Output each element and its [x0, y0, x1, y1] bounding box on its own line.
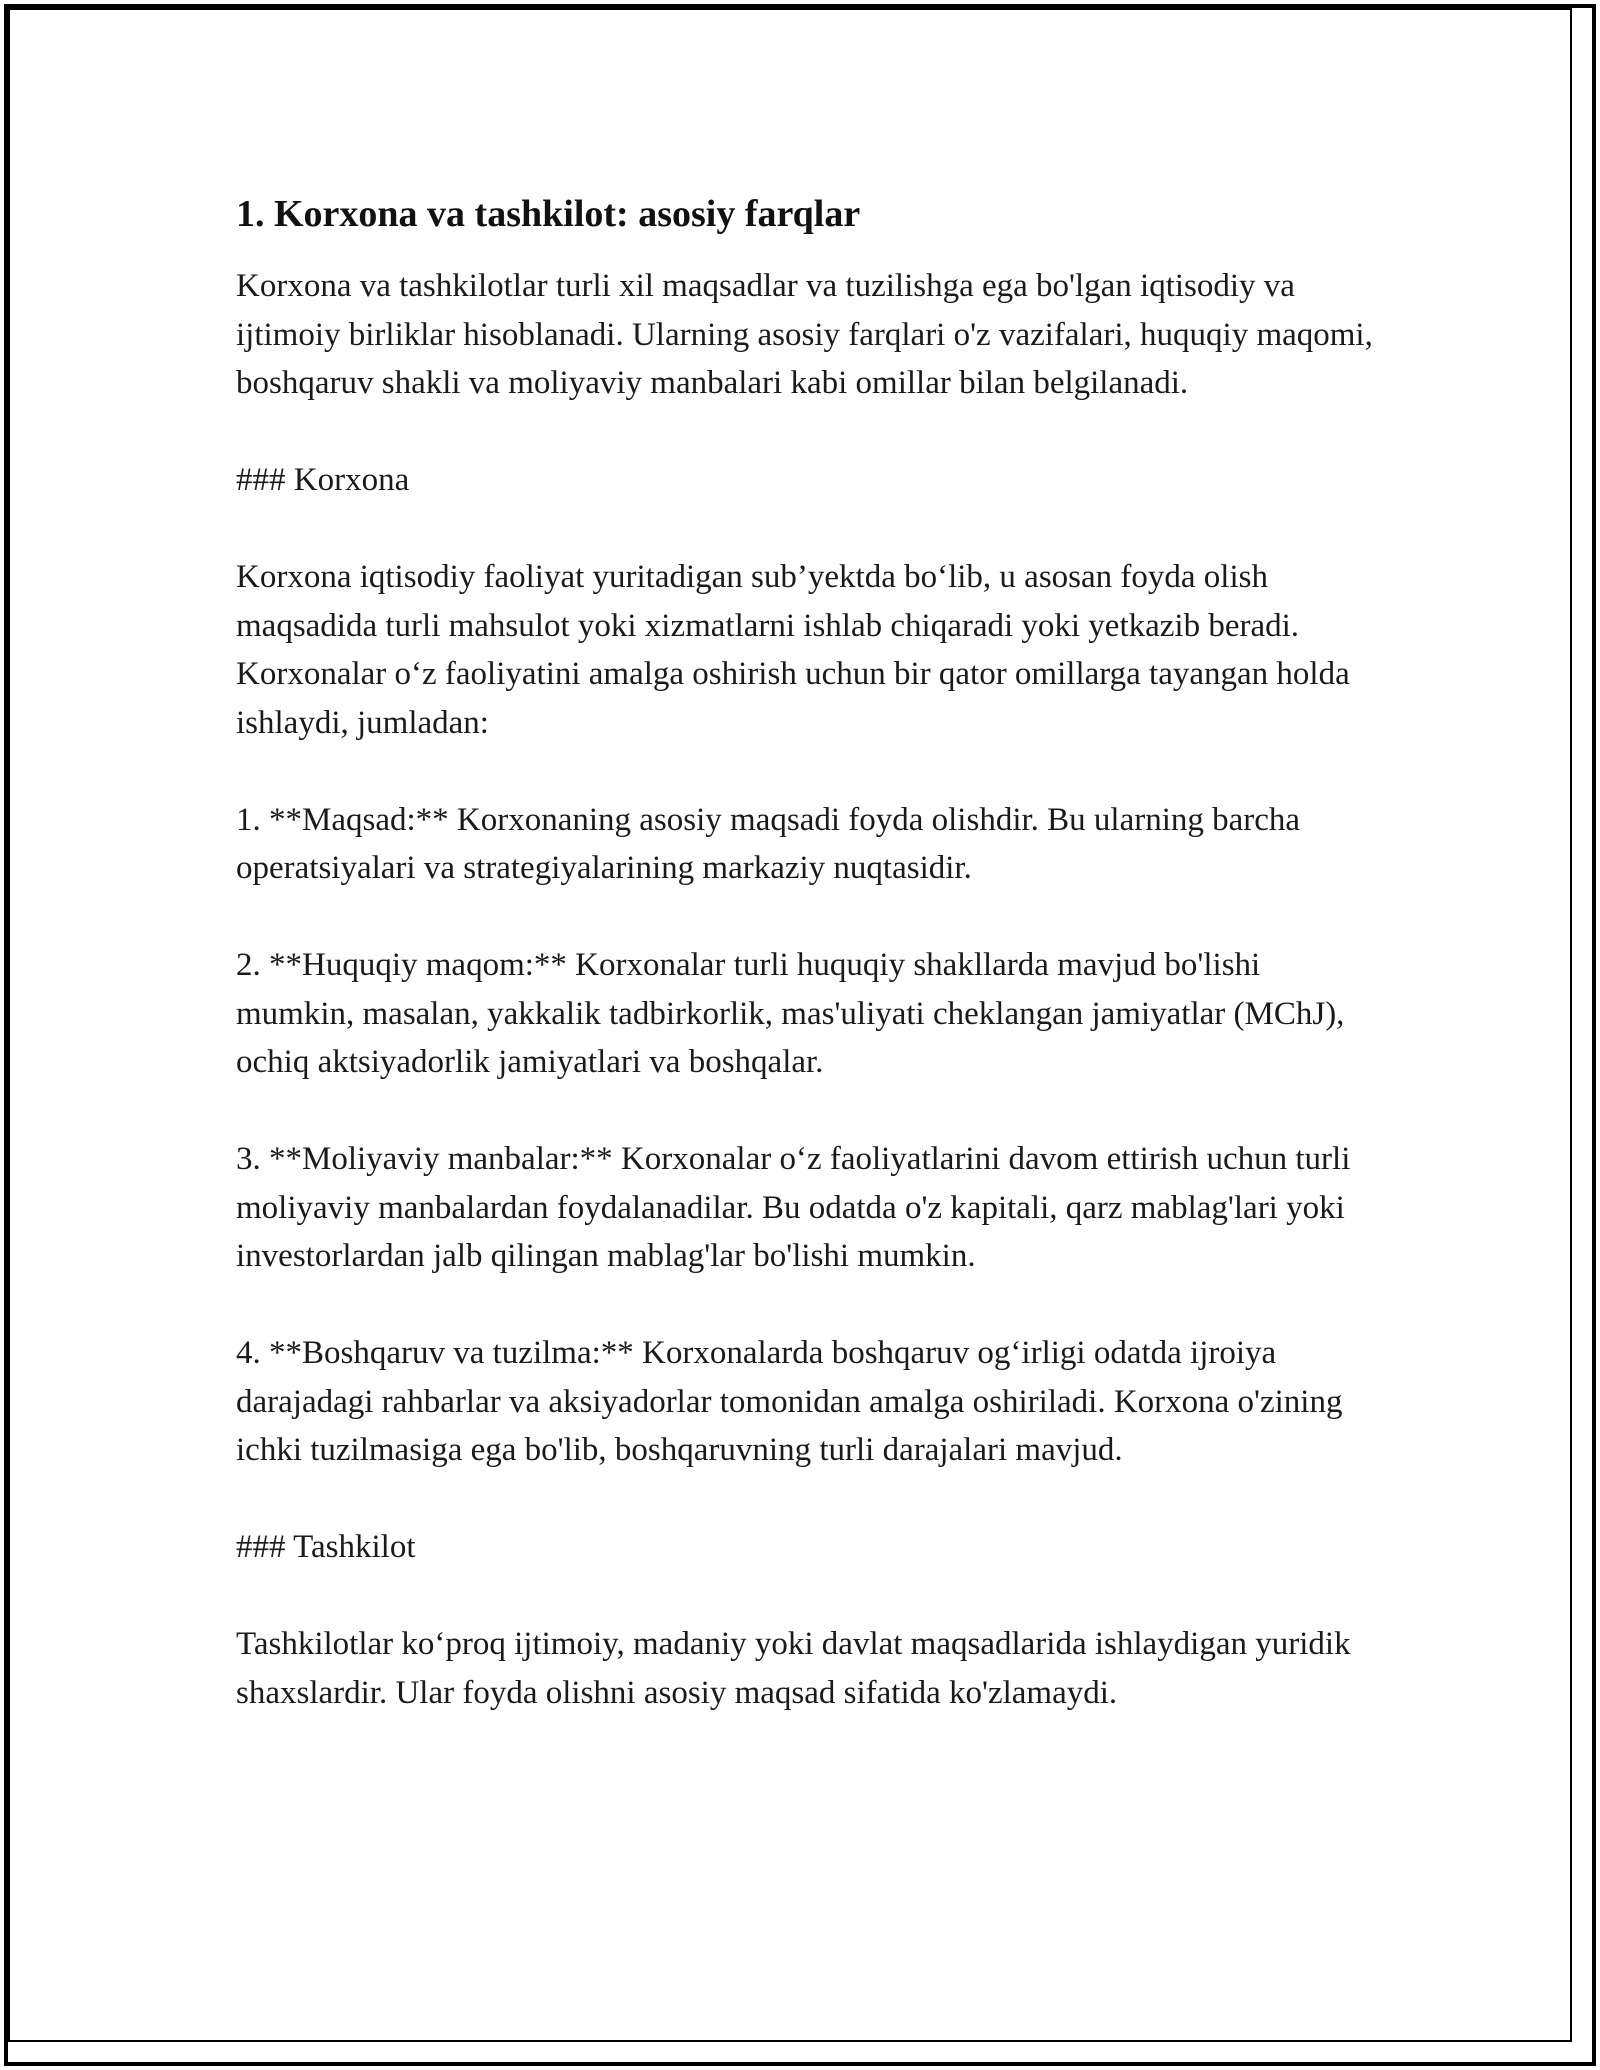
section-heading-tashkilot: ### Tashkilot: [236, 1529, 416, 1565]
tashkilot-paragraph: Tashkilotlar ko‘proq ijtimoiy, madaniy yoki davlat maqsadlarida ishlaydigan yuridik shaxslardir. Ular foyda olishni asosiy maqsad sifatida ko'zlamaydi.: [236, 1626, 1351, 1711]
list-item-moliyaviy-manbalar: 3. **Moliyaviy manbalar:** Korxonalar o‘z faoliyatlarini davom ettirish uchun turli moliyaviy manbalardan foydalanadilar. Bu odatda o'z kapitali, qarz mablag'lari yoki investorlardan jalb qilingan mablag'lar bo'lishi mumkin.: [236, 1141, 1351, 1274]
list-item-huquqiy-maqom: 2. **Huquqiy maqom:** Korxonalar turli huquqiy shakllarda mavjud bo'lishi mumkin, masalan, yakkalik tadbirkorlik, mas'uliyati cheklangan jamiyatlar (MChJ), ochiq aktsiyadorlik jamiyatlari va boshqalar.: [236, 947, 1345, 1080]
intro-paragraph: Korxona va tashkilotlar turli xil maqsadlar va tuzilishga ega bo'lgan iqtisodiy va ijtimoiy birliklar hisoblanadi. Ularning asosiy farqlari o'z vazifalari, huquqiy maqomi, boshqaruv shakli va moliyaviy manbalari kabi omillar bilan belgilanadi.: [236, 268, 1373, 401]
list-item-maqsad: 1. **Maqsad:** Korxonaning asosiy maqsadi foyda olishdir. Bu ularning barcha operatsiyalari va strategiyalarining markaziy nuqtasidir.: [236, 801, 1301, 886]
korxona-paragraph: Korxona iqtisodiy faoliyat yuritadigan sub’yektda bo‘lib, u asosan foyda olish maqsadida turli mahsulot yoki xizmatlarni ishlab chiqaradi yoki yetkazib beradi. Korxonalar o‘z faoliyatini amalga oshirish uchun bir qator omillarga tayangan holda ishlaydi, jumladan:: [236, 559, 1350, 741]
section-heading-korxona: ### Korxona: [236, 462, 410, 498]
list-item-boshqaruv-tuzilma: 4. **Boshqaruv va tuzilma:** Korxonalarda boshqaruv og‘irligi odatda ijroiya darajadagi rahbarlar va aksiyadorlar tomonidan amalga oshiriladi. Korxona o'zining ichki tuzilmasiga ega bo'lib, boshqaruvning turli darajalari mavjud.: [236, 1335, 1343, 1468]
document-body: [236, 190, 1386, 1717]
document-title: 1. Korxona va tashkilot: asosiy farqlar: [236, 193, 861, 235]
